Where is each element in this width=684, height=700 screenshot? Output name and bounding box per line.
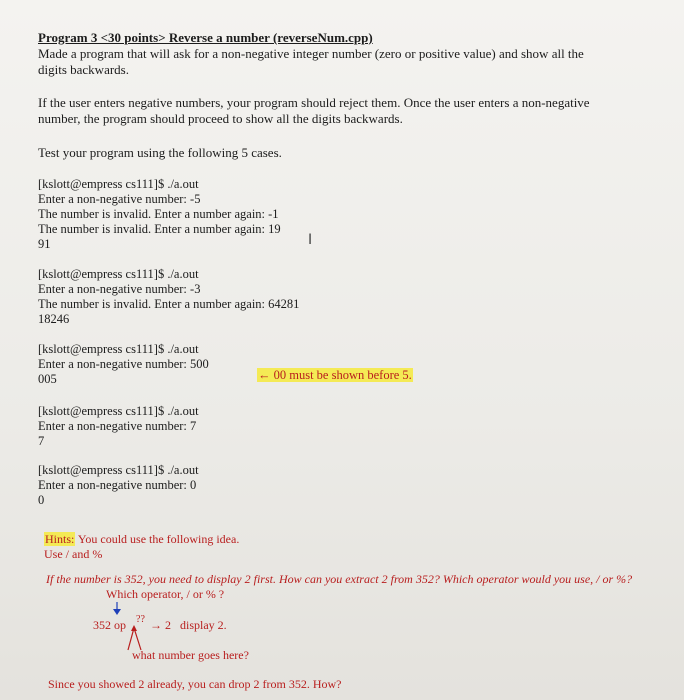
text-cursor-icon: I [308, 232, 313, 248]
diagram-question: what number goes here? [132, 648, 249, 662]
case1-line-2: Enter a non-negative number: -5 [38, 192, 201, 206]
case2-line-1: [kslott@empress cs111]$ ./a.out [38, 267, 199, 281]
case2-line-3: The number is invalid. Enter a number again: 64281 [38, 297, 300, 311]
case3-line-1: [kslott@empress cs111]$ ./a.out [38, 342, 199, 356]
pointer-arrow-icon [128, 625, 141, 650]
case1-line-3: The number is invalid. Enter a number again: -1 [38, 207, 279, 221]
hints-operators: Use / and % [44, 547, 103, 561]
case5-line-3: 0 [38, 493, 45, 507]
case2-line-2: Enter a non-negative number: -3 [38, 282, 201, 296]
case4-line-2: Enter a non-negative number: 7 [38, 419, 197, 433]
case3-line-3: 005 [38, 372, 57, 386]
case4-line-1: [kslott@empress cs111]$ ./a.out [38, 404, 199, 418]
hints-line [44, 531, 239, 547]
footer-question: Since you showed 2 already, you can drop 2 from 352. How? [48, 677, 342, 691]
diagram-display: display 2. [180, 618, 227, 632]
case3-note: ← 00 must be shown before 5. [258, 368, 412, 382]
case1-line-5: 91 [38, 237, 51, 251]
case5-line-1: [kslott@empress cs111]$ ./a.out [38, 463, 199, 477]
case2-line-4: 18246 [38, 312, 70, 326]
case3-line-2: Enter a non-negative number: 500 [38, 357, 209, 371]
question-line-1: If the number is 352, you need to display 2 first. How can you extract 2 from 352? Which operator would you use, / or %? [46, 572, 633, 586]
hints-label: Hints: [45, 532, 75, 546]
question-line-2: Which operator, / or % ? [106, 587, 225, 601]
hints-text: You could use the following idea. [75, 532, 240, 546]
intro-line-2: digits backwards. [38, 62, 129, 77]
rules-line-2: number, the program should proceed to show all the digits backwards. [38, 111, 403, 126]
down-arrow-icon [113, 602, 121, 615]
diagram-expression: 352 op [93, 618, 126, 632]
test-intro: Test your program using the following 5 cases. [38, 145, 282, 160]
program-title: Program 3 <30 points> Reverse a number (reverseNum.cpp) [38, 30, 373, 45]
case1-line-4: The number is invalid. Enter a number again: 19 [38, 222, 281, 236]
diagram-result: → 2 [150, 618, 171, 632]
intro-line-1: Made a program that will ask for a non-negative integer number (zero or positive value) and show all the [38, 46, 584, 61]
case4-line-3: 7 [38, 434, 45, 448]
diagram-question-marks: ?? [136, 614, 145, 625]
case1-line-1: [kslott@empress cs111]$ ./a.out [38, 177, 199, 191]
rules-line-1: If the user enters negative numbers, your program should reject them. Once the user enters a non-negative [38, 95, 590, 110]
case5-line-2: Enter a non-negative number: 0 [38, 478, 197, 492]
